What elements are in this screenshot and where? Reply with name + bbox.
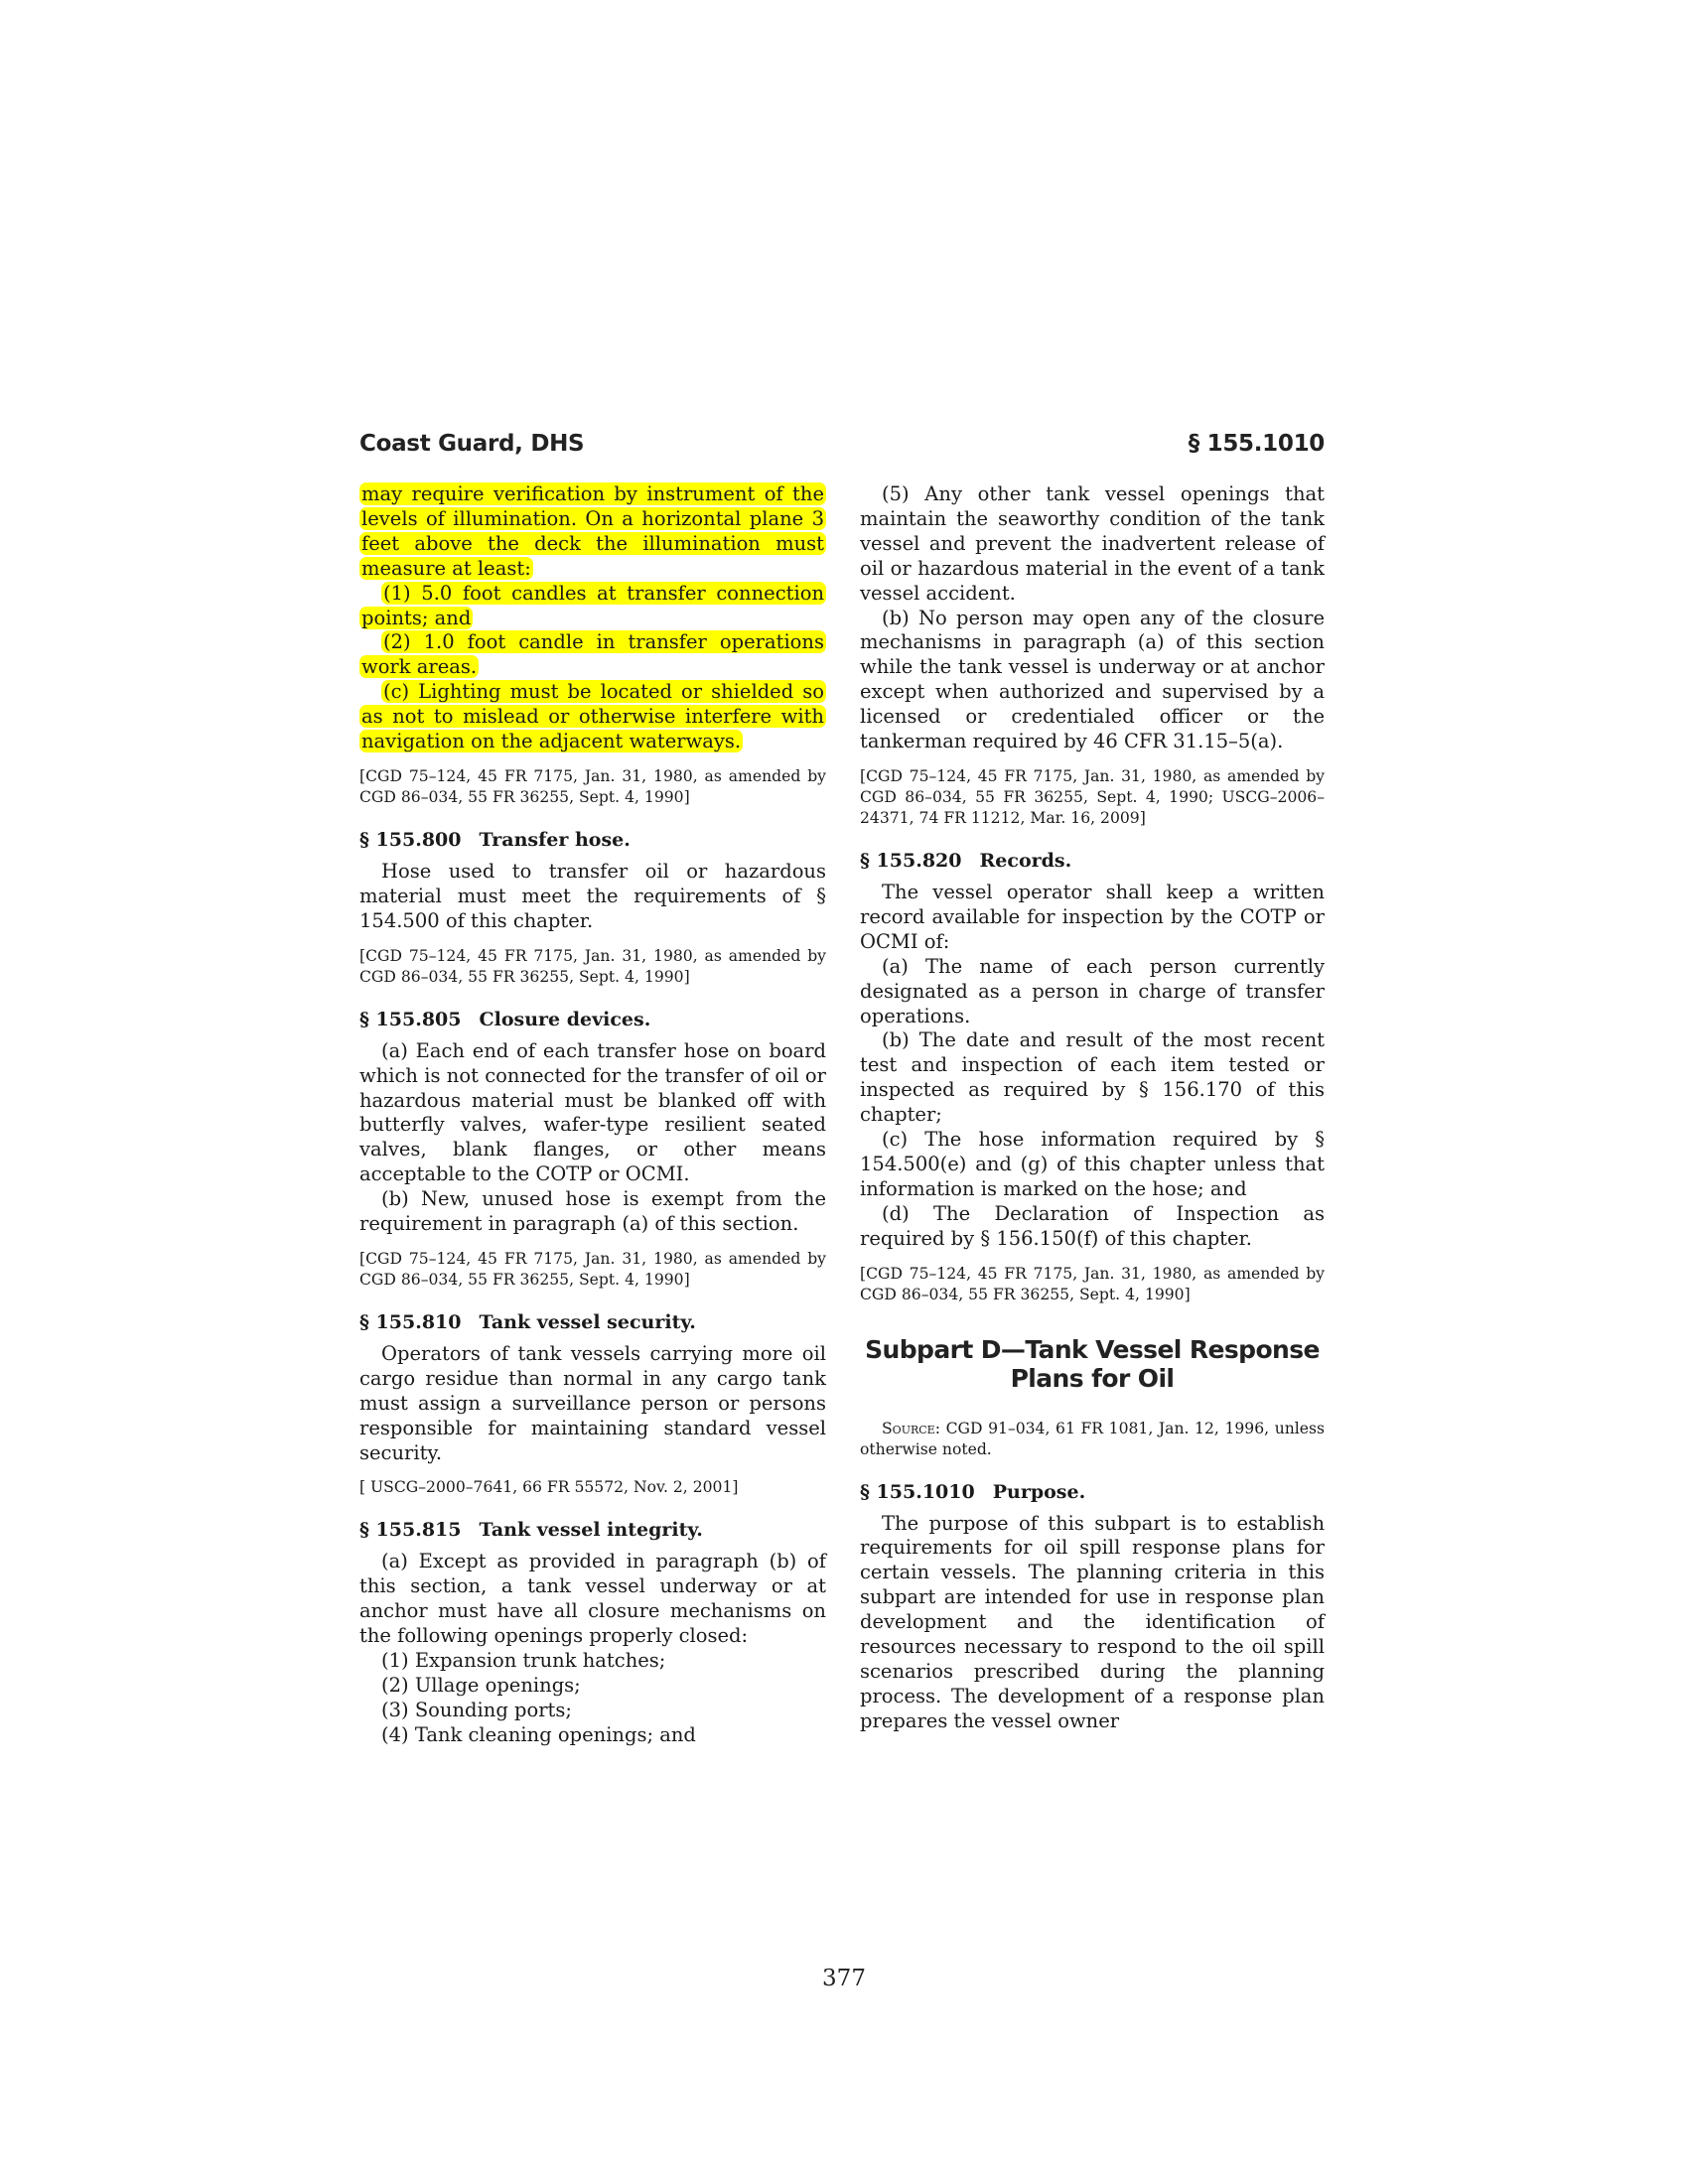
section-number: § 155.815 <box>359 1519 462 1542</box>
highlight: (1) 5.0 foot candles at transfer connection points; and <box>361 581 824 629</box>
citation: [CGD 75–124, 45 FR 7175, Jan. 31, 1980, as amended by CGD 86–034, 55 FR 36255, Sept. 4, 1990] <box>359 766 826 806</box>
section-title: Purpose. <box>992 1480 1086 1503</box>
right-column <box>860 482 1325 1734</box>
list-item: (5) Any other tank vessel openings that maintain the seaworthy condition of the tank vessel and prevent the inadvertent release of oil or hazardous material in the event of a tank vessel accident. <box>860 482 1325 605</box>
paragraph: (a) Except as provided in paragraph (b) of this section, a tank vessel underway or at anchor must have all closure mechanisms on the following openings properly closed: <box>359 1550 826 1648</box>
highlight: may require verification by instrument of the levels of illumination. On a horizontal plane 3 feet above the deck the illumination must measure at least: <box>361 482 824 580</box>
list-item: (1) Expansion trunk hatches; <box>381 1649 666 1673</box>
list-item: (4) Tank cleaning openings; and <box>381 1722 696 1746</box>
section-number: § 155.810 <box>359 1310 462 1333</box>
highlighted-paragraph <box>359 630 826 680</box>
running-head <box>359 431 1325 461</box>
paragraph: (d) The Declaration of Inspection as required by § 156.150(f) of this chapter. <box>860 1201 1325 1250</box>
section-number: § 155.820 <box>860 849 962 872</box>
citation: [CGD 75–124, 45 FR 7175, Jan. 31, 1980, as amended by CGD 86–034, 55 FR 36255, Sept. 4, 1990] <box>359 946 826 986</box>
source-text: CGD 91–034, 61 FR 1081, Jan. 12, 1996, unless otherwise noted. <box>860 1419 1325 1458</box>
list-item: (3) Sounding ports; <box>381 1698 572 1721</box>
paragraph: (a) Each end of each transfer hose on board which is not connected for the transfer of oil or hazardous material must be blanked off with butterfly valves, wafer-type resilient seated valves, blank flanges, or other means acceptable to the COTP or OCMI. <box>359 1038 826 1186</box>
running-head-section: § 155.1010 <box>1188 431 1325 457</box>
paragraph: (b) New, unused hose is exempt from the requirement in paragraph (a) of this section. <box>359 1187 826 1236</box>
section-number: § 155.800 <box>359 828 462 851</box>
section-heading-155-820 <box>860 849 1325 873</box>
section-title: Records. <box>979 849 1072 872</box>
citation: [ USCG–2000–7641, 66 FR 55572, Nov. 2, 2001] <box>359 1478 739 1497</box>
list-item: (2) Ullage openings; <box>381 1674 581 1697</box>
subpart-heading-line: Plans for Oil <box>1010 1363 1175 1393</box>
section-title: Closure devices. <box>479 1008 651 1030</box>
section-title: Transfer hose. <box>479 828 631 851</box>
subpart-heading <box>860 1335 1325 1393</box>
section-title: Tank vessel integrity. <box>479 1519 703 1542</box>
source-note <box>860 1419 1325 1460</box>
section-heading-155-1010 <box>860 1480 1325 1504</box>
citation: [CGD 75–124, 45 FR 7175, Jan. 31, 1980, as amended by CGD 86–034, 55 FR 36255, Sept. 4, 1990] <box>860 1264 1325 1303</box>
section-title: Tank vessel security. <box>479 1310 696 1333</box>
paragraph: (b) No person may open any of the closure mechanisms in paragraph (a) of this section while the tank vessel is underway or at anchor except when authorized and supervised by a licensed or credentialed officer or the tankerman required by 46 CFR 31.15–5(a). <box>860 606 1325 753</box>
paragraph: The vessel operator shall keep a written record available for inspection by the COTP or OCMI of: <box>860 880 1325 953</box>
highlighted-paragraph <box>359 582 826 631</box>
highlight: (2) 1.0 foot candle in transfer operations work areas. <box>361 630 824 679</box>
section-number: § 155.805 <box>359 1008 462 1030</box>
section-number: § 155.1010 <box>860 1480 975 1503</box>
running-head-agency: Coast Guard, DHS <box>359 431 585 457</box>
section-heading-155-805 <box>359 1008 826 1031</box>
section-heading-155-810 <box>359 1310 826 1334</box>
left-column <box>359 482 826 1748</box>
subpart-heading-line: Subpart D—Tank Vessel Response <box>865 1334 1320 1364</box>
highlight: (c) Lighting must be located or shielded so as not to mislead or otherwise interfere with navigation on the adjacent waterways. <box>361 680 824 753</box>
highlighted-paragraph <box>359 680 826 754</box>
paragraph: (b) The date and result of the most recent test and inspection of each item tested or inspected as required by § 156.170 of this chapter; <box>860 1028 1325 1127</box>
paragraph: (a) The name of each person currently designated as a person in charge of transfer operations. <box>860 954 1325 1027</box>
citation: [CGD 75–124, 45 FR 7175, Jan. 31, 1980, as amended by CGD 86–034, 55 FR 36255, Sept. 4, 1990] <box>359 1249 826 1289</box>
section-heading-155-815 <box>359 1518 826 1542</box>
paragraph: (c) The hose information required by § 154.500(e) and (g) of this chapter unless that information is marked on the hose; and <box>860 1128 1325 1200</box>
section-heading-155-800 <box>359 828 826 852</box>
source-label: Source: <box>882 1419 940 1437</box>
paragraph: Operators of tank vessels carrying more oil cargo residue than normal in any cargo tank must assign a surveillance person or persons responsible for maintaining standard vessel security. <box>359 1341 826 1464</box>
citation: [CGD 75–124, 45 FR 7175, Jan. 31, 1980, as amended by CGD 86–034, 55 FR 36255, Sept. 4, 1990; USCG–2006–24371, 74 FR 11212, Mar. 16, 2009] <box>860 766 1325 827</box>
page-number: 377 <box>822 1966 866 1991</box>
highlighted-paragraph <box>359 482 826 582</box>
paragraph: Hose used to transfer oil or hazardous material must meet the requirements of § 154.500 of this chapter. <box>359 859 826 932</box>
paragraph: The purpose of this subpart is to establish requirements for oil spill response plans for certain vessels. The planning criteria in this subpart are intended for use in response plan development and the identification of resources necessary to respond to the oil spill scenarios prescribed during the planning process. The development of a response plan prepares the vessel owner <box>860 1511 1325 1732</box>
